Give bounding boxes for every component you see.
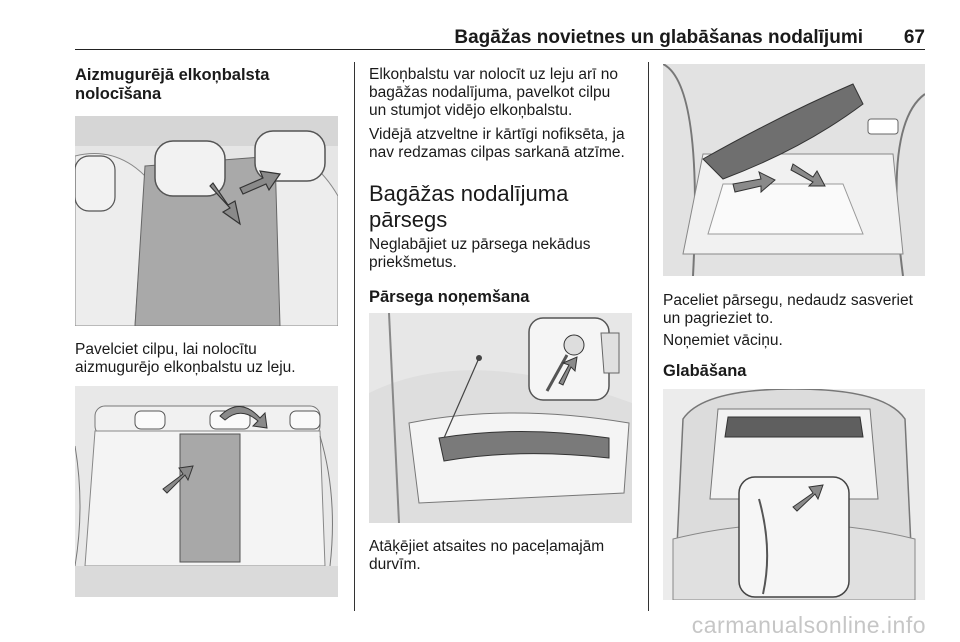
figure-cover-storage (663, 389, 925, 600)
paragraph-line-2: bagāžas nodalījuma, pavelkot cilpu (369, 84, 611, 101)
caption-pull-loop (75, 341, 296, 377)
heading-armrest-folding (75, 66, 269, 104)
header-divider (75, 49, 925, 50)
heading-line-1: Aizmugurējā elkoņbalsta (75, 66, 270, 84)
caption-unhook-straps (369, 538, 604, 574)
subheading-storage: Glabāšana (663, 362, 747, 380)
figure-tailgate-straps (369, 313, 632, 523)
paragraph-line-1: Vidējā atzveltne ir kārtīgi nofiksēta, ja (369, 126, 625, 143)
section-title-line-2: pārsegs (369, 207, 448, 232)
section-title-load-cover (369, 181, 568, 233)
figure-rear-seat-headrests (75, 116, 338, 326)
paragraph-line-2: priekšmetus. (369, 254, 457, 271)
paragraph-line-1: Neglabājiet uz pārsega nekādus (369, 236, 591, 253)
caption-line-1: Paceliet pārsegu, nedaudz sasveriet (663, 292, 913, 309)
caption-remove-cap: Noņemiet vāciņu. (663, 332, 783, 349)
paragraph-line-1: Elkoņbalstu var nolocīt uz leju arī no (369, 66, 618, 83)
page-title: Bagāžas novietnes un glabāšanas nodalījumi (454, 27, 863, 48)
column-divider-left (354, 62, 355, 611)
caption-line-2: aizmugurējo elkoņbalstu uz leju. (75, 359, 296, 376)
caption-line-1: Atāķējiet atsaites no paceļamajām (369, 538, 605, 555)
caption-line-1: Pavelciet cilpu, lai nolocītu (75, 341, 257, 358)
paragraph-fold-from-trunk (369, 66, 618, 120)
page-header (75, 24, 925, 48)
figure-lift-cover (663, 64, 925, 276)
paragraph-line-3: un stumjot vidējo elkoņbalstu. (369, 102, 573, 119)
caption-lift-tilt-rotate (663, 292, 913, 328)
heading-line-2: nolocīšana (75, 85, 162, 103)
paragraph-backrest-locked (369, 126, 625, 162)
watermark: carmanualsonline.info (691, 612, 926, 638)
subheading-removal: Pārsega noņemšana (369, 288, 530, 306)
paragraph-no-objects (369, 236, 590, 272)
paragraph-line-2: nav redzamas cilpas sarkanā atzīme. (369, 144, 625, 161)
caption-line-2: un pagrieziet to. (663, 310, 774, 327)
figure-armrest-from-trunk (75, 386, 338, 597)
section-title-line-1: Bagāžas nodalījuma (369, 181, 569, 206)
page-number: 67 (903, 27, 925, 48)
column-divider-right (648, 62, 649, 611)
caption-line-2: durvīm. (369, 556, 421, 573)
